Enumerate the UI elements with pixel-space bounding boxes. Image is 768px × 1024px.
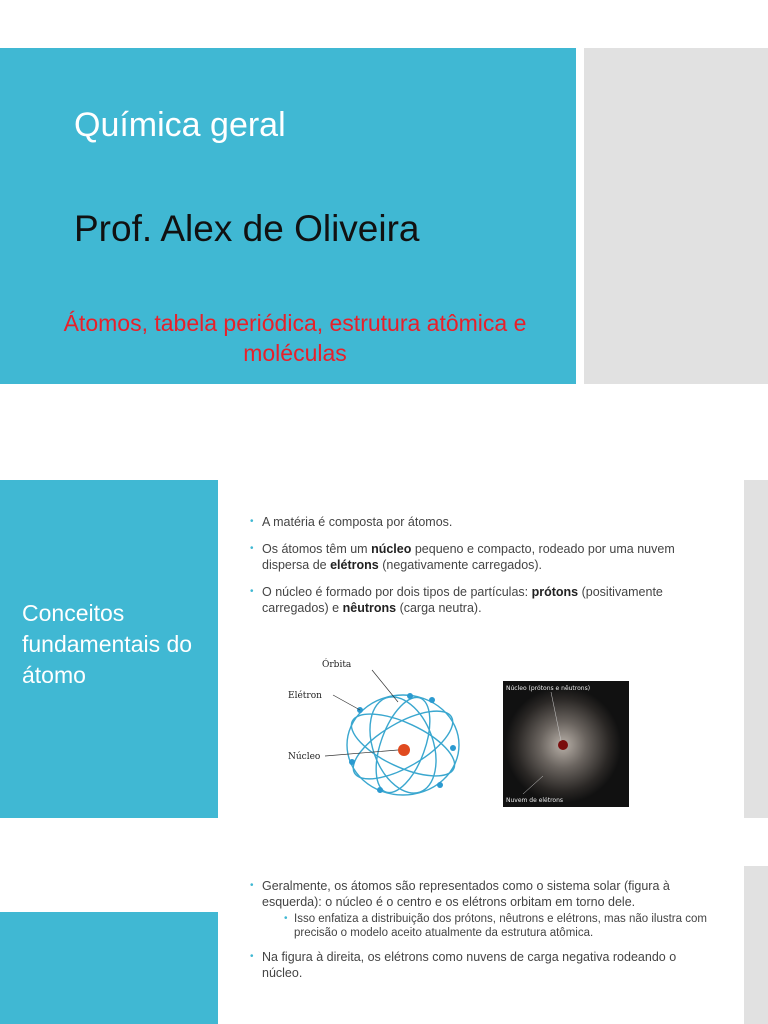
atom-concepts-slide bbox=[0, 480, 768, 818]
bullet-list bbox=[250, 878, 707, 990]
title-slide bbox=[0, 48, 768, 384]
slide-subtitle: Átomos, tabela periódica, estrutura atômica e moléculas bbox=[63, 310, 527, 366]
atom-models-slide bbox=[0, 866, 768, 1024]
list-item: • Geralmente, os átomos são representados como o sistema solar (figura à esquerda): o núcleo é o centro e os elétrons orbitam em torno dele. • Isso enfatiza a distribuição dos prótons, nêutrons e elétrons, mas não ilustra com precisão o modelo aceito atualmente da estrutura atômica. bbox=[250, 878, 690, 940]
side-panel bbox=[584, 48, 768, 384]
list-item: • Na figura à direita, os elétrons como nuvens de carga negativa rodeando o núcleo. bbox=[250, 949, 690, 981]
list-item: • Os átomos têm um núcleo pequeno e compacto, rodeado por uma nuvem dispersa de elétrons (negativamente carregados). bbox=[250, 541, 690, 573]
list-item: • O núcleo é formado por dois tipos de partículas: prótons (positivamente carregados) e nêutrons (carga neutra). bbox=[250, 584, 690, 616]
slide-title: Química geral bbox=[74, 106, 286, 144]
nucleus-caption: Núcleo (prótons e nêutrons) bbox=[506, 685, 591, 692]
nucleus-label: Núcleo bbox=[288, 752, 321, 762]
electron-label: Elétron bbox=[288, 691, 322, 701]
orbit-label: Órbita bbox=[322, 660, 352, 670]
list-item: • A matéria é composta por átomos. bbox=[250, 514, 690, 530]
slide-heading: Conceitos fundamentais do átomo bbox=[22, 600, 193, 688]
professor-name: Prof. Alex de Oliveira bbox=[74, 208, 420, 249]
side-panel bbox=[744, 866, 768, 1024]
heading-panel bbox=[0, 912, 218, 1024]
electron-cloud-caption: Nuvem de elétrons bbox=[506, 797, 564, 804]
side-panel bbox=[744, 480, 768, 818]
sub-list-item: • Isso enfatiza a distribuição dos prótons, nêutrons e elétrons, mas não ilustra com precisão o modelo aceito atualmente da estrutura atômica. bbox=[284, 912, 724, 940]
atom-orbit-diagram bbox=[280, 650, 480, 810]
electron-cloud-image bbox=[503, 681, 629, 807]
bullet-list bbox=[250, 514, 690, 627]
